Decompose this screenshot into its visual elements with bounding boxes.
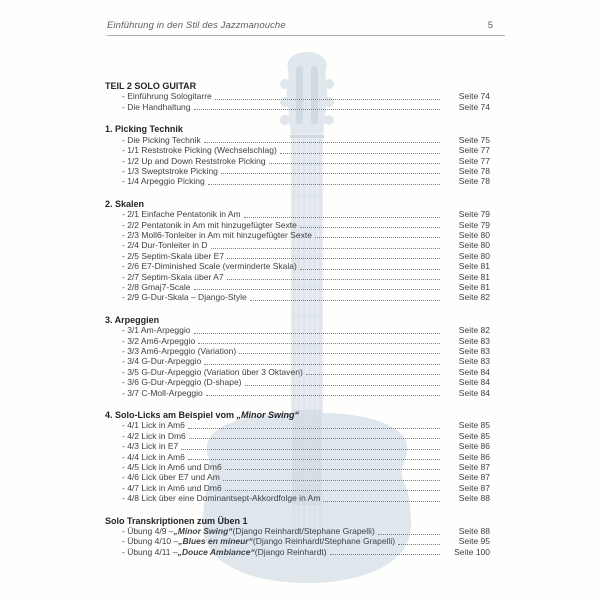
toc-entry-page: Seite 81 <box>458 281 490 292</box>
toc-entry-page: Seite 74 <box>458 101 490 112</box>
toc-entry-page: Seite 82 <box>458 325 490 336</box>
toc-entry-title: - 2/6 E7-Diminished Scale (verminderte Skala) <box>122 261 297 272</box>
toc-section <box>105 81 490 112</box>
dot-leader <box>227 279 440 280</box>
dot-leader <box>194 109 440 110</box>
toc-entry <box>105 176 490 186</box>
toc-entry-page: Seite 95 <box>458 536 490 547</box>
toc-entry-title: - 3/5 G-Dur-Arpeggio (Variation über 3 Oktaven) <box>122 366 303 377</box>
toc-entry <box>105 240 490 250</box>
toc-entry-page: Seite 82 <box>458 292 490 303</box>
toc-entry <box>105 441 490 451</box>
toc-entry <box>105 377 490 387</box>
toc-entry-page: Seite 83 <box>458 346 490 357</box>
toc-entry-page: Seite 87 <box>458 472 490 483</box>
toc-section-heading <box>105 315 490 326</box>
toc-entry <box>105 483 490 493</box>
toc-entry <box>105 156 490 166</box>
dot-leader <box>194 333 440 334</box>
dot-leader <box>378 534 440 535</box>
toc-section-title: 1. Picking Technik <box>105 124 183 135</box>
toc-entry-page: Seite 85 <box>458 430 490 441</box>
toc-entry-title: - 2/3 Moll6-Tonleiter in Am mit hinzugefügter Sexte <box>122 230 312 240</box>
toc-entry-title: - 2/1 Einfache Pentatonik in Am <box>122 209 241 220</box>
dot-leader <box>244 217 440 218</box>
toc-entry-title: - 2/5 Septim-Skala über E7 <box>122 250 225 261</box>
toc-entry-page: Seite 78 <box>458 165 490 176</box>
dot-leader <box>194 289 441 290</box>
toc-entry-title: - 3/1 Am-Arpeggio <box>122 325 191 336</box>
dot-leader <box>225 490 440 491</box>
toc-entry-page: Seite 87 <box>458 462 490 473</box>
toc-entry-title-italic: „Minor Swing“ <box>173 526 233 537</box>
toc-section-heading <box>105 199 490 210</box>
toc-entry-title: - 4/1 Lick in Am6 <box>122 420 185 431</box>
toc-entry-title-suffix: (Django Reinhardt/Stephane Grapelli) <box>232 526 375 537</box>
toc-entry <box>105 282 490 292</box>
toc-entry <box>105 166 490 176</box>
toc-entry <box>105 230 490 240</box>
toc-entry-page: Seite 83 <box>458 335 490 346</box>
dot-leader <box>208 184 440 185</box>
dot-leader <box>398 544 440 545</box>
toc-entry-title-italic: „Douce Ambiance“ <box>177 546 255 557</box>
toc-entry <box>105 388 490 398</box>
dot-leader <box>223 480 440 481</box>
toc-section-heading <box>105 124 490 135</box>
dot-leader <box>189 438 440 439</box>
toc-entry-title: - Übung 4/11 – <box>122 546 178 557</box>
dot-leader <box>204 364 440 365</box>
toc-section-title: 2. Skalen <box>105 198 145 209</box>
toc-entry-page: Seite 86 <box>458 441 490 452</box>
toc-section-title: TEIL 2 SOLO GUITAR <box>105 81 197 91</box>
toc-entry-page: Seite 80 <box>458 240 490 251</box>
dot-leader <box>306 374 440 375</box>
toc-entry-page: Seite 75 <box>458 134 490 145</box>
toc-section-title: Solo Transkriptionen zum Üben 1 <box>105 515 248 526</box>
toc-section <box>105 516 490 558</box>
dot-leader <box>300 269 440 270</box>
toc-entry <box>105 336 490 346</box>
toc-entry-title: - Übung 4/9 – <box>122 526 174 537</box>
toc-entry-title: - 2/8 Gmaj7-Scale <box>122 281 191 292</box>
dot-leader <box>239 353 440 354</box>
toc-entry-page: Seite 88 <box>458 526 490 537</box>
toc-section <box>105 410 490 504</box>
toc-entry-page: Seite 84 <box>458 377 490 388</box>
dot-leader <box>280 153 440 154</box>
toc-entry-title-italic: „Blues en mineur“ <box>178 536 253 547</box>
toc-section-heading <box>105 410 490 421</box>
dot-leader <box>225 469 440 470</box>
toc-entry-title: - 4/7 Lick in Am6 und Dm6 <box>122 482 222 493</box>
toc-section <box>105 315 490 398</box>
toc-entry-page: Seite 83 <box>458 356 490 367</box>
toc-entry-title: - 3/7 C-Moll-Arpeggio <box>122 387 203 398</box>
toc-entry <box>105 209 490 219</box>
toc-entry-page: Seite 85 <box>458 420 490 431</box>
toc-entry-title: - 2/4 Dur-Tonleiter in D <box>122 240 208 251</box>
page-header <box>107 20 505 36</box>
toc-entry <box>105 462 490 472</box>
toc-entry-page: Seite 78 <box>458 176 490 187</box>
toc-entry <box>105 251 490 261</box>
toc-entry-title: - 3/3 Am6-Arpeggio (Variation) <box>122 346 237 357</box>
toc-entry-title: - 3/6 G-Dur-Arpeggio (D-shape) <box>122 377 242 388</box>
toc-entry <box>105 92 490 102</box>
toc-entry-page: Seite 80 <box>458 250 490 261</box>
toc-entry-title: - 3/2 Am6-Arpeggio <box>122 335 196 346</box>
dot-leader <box>188 428 440 429</box>
toc-entry <box>105 102 490 112</box>
toc-entry-title: - 3/4 G-Dur-Arpeggio <box>122 356 202 367</box>
toc-entry-page: Seite 80 <box>458 230 490 240</box>
toc-entry <box>105 272 490 282</box>
toc-entry-title: - Die Handhaltung <box>122 101 191 112</box>
toc-entry-page: Seite 81 <box>458 261 490 272</box>
dot-leader <box>204 142 440 143</box>
toc-entry <box>105 356 490 366</box>
toc-entry-title: - Einführung Sologitarre <box>122 91 212 102</box>
toc-entry-title: - 4/8 Lick über eine Dominantsept-Akkordfolge in Am <box>122 493 321 504</box>
toc-entry <box>105 547 490 557</box>
dot-leader <box>206 395 440 396</box>
toc-entry <box>105 537 490 547</box>
toc-entry <box>105 367 490 377</box>
toc-section-title: 3. Arpeggien <box>105 314 160 325</box>
toc-entry-title-suffix: (Django Reinhardt) <box>254 546 327 557</box>
toc-entry-page: Seite 84 <box>458 366 490 377</box>
toc-entry-title: - 2/7 Septim-Skala über A7 <box>122 271 224 282</box>
dot-leader <box>188 459 440 460</box>
dot-leader <box>181 449 440 450</box>
toc-section <box>105 124 490 186</box>
toc-section-heading <box>105 81 490 92</box>
toc-entry-page: Seite 79 <box>458 219 490 230</box>
toc-entry-page: Seite 88 <box>458 493 490 504</box>
dot-leader <box>250 300 440 301</box>
table-of-contents <box>105 81 490 557</box>
toc-entry-title: - 1/2 Up and Down Reststroke Picking <box>122 155 266 166</box>
toc-entry-page: Seite 84 <box>458 387 490 398</box>
toc-entry-title: - 4/3 Lick in E7 <box>122 441 179 452</box>
toc-entry <box>105 135 490 145</box>
toc-entry <box>105 261 490 271</box>
toc-entry <box>105 420 490 430</box>
toc-entry-title: - 1/4 Arpeggio Picking <box>122 176 205 187</box>
toc-entry-page: Seite 81 <box>458 271 490 282</box>
toc-entry-title: - 1/3 Sweptstroke Picking <box>122 165 218 176</box>
toc-entry <box>105 472 490 482</box>
dot-leader <box>300 227 440 228</box>
toc-entry <box>105 220 490 230</box>
toc-entry <box>105 292 490 302</box>
toc-entry-title-suffix: (Django Reinhardt/Stephane Grapelli) <box>252 536 396 547</box>
toc-entry-title: - Übung 4/10 – <box>122 536 179 547</box>
toc-entry-title: - 2/9 G-Dur-Skala – Django-Style <box>122 292 247 303</box>
dot-leader <box>211 248 440 249</box>
toc-entry <box>105 452 490 462</box>
running-title: Einführung in den Stil des Jazzmanouche <box>107 20 286 31</box>
dot-leader <box>269 163 440 164</box>
dot-leader <box>198 343 440 344</box>
toc-section <box>105 199 490 303</box>
toc-entry <box>105 431 490 441</box>
toc-entry-title: - 4/2 Lick in Dm6 <box>122 430 186 441</box>
toc-entry-title: - 4/5 Lick in Am6 und Dm6 <box>122 462 222 473</box>
toc-section-title-italic: „Minor Swing“ <box>236 409 300 420</box>
page-number: 5 <box>487 20 493 31</box>
toc-entry-title: - 2/2 Pentatonik in Am mit hinzugefügter Sexte <box>122 219 297 230</box>
toc-entry <box>105 493 490 503</box>
dot-leader <box>330 554 440 555</box>
toc-entry-title: - 1/1 Reststroke Picking (Wechselschlag) <box>122 145 277 156</box>
toc-entry <box>105 325 490 335</box>
toc-section-title: 4. Solo-Licks am Beispiel vom <box>105 409 237 420</box>
dot-leader <box>245 385 440 386</box>
toc-entry-title: - 4/6 Lick über E7 und Am <box>122 472 220 483</box>
toc-entry-page: Seite 86 <box>458 451 490 462</box>
toc-entry-page: Seite 100 <box>454 546 490 557</box>
dot-leader <box>323 501 440 502</box>
dot-leader <box>227 258 440 259</box>
dot-leader <box>215 99 440 100</box>
toc-entry <box>105 145 490 155</box>
toc-entry <box>105 526 490 536</box>
toc-entry-title: - 4/4 Lick in Am6 <box>122 451 185 462</box>
toc-entry-page: Seite 74 <box>458 91 490 102</box>
toc-entry-title: - Die Picking Technik <box>122 134 201 145</box>
toc-entry <box>105 346 490 356</box>
toc-section-heading <box>105 516 490 527</box>
toc-entry-page: Seite 79 <box>458 209 490 220</box>
dot-leader <box>221 173 440 174</box>
dot-leader <box>315 237 440 238</box>
toc-entry-page: Seite 77 <box>458 145 490 156</box>
toc-entry-page: Seite 77 <box>458 155 490 166</box>
toc-entry-page: Seite 87 <box>458 482 490 493</box>
